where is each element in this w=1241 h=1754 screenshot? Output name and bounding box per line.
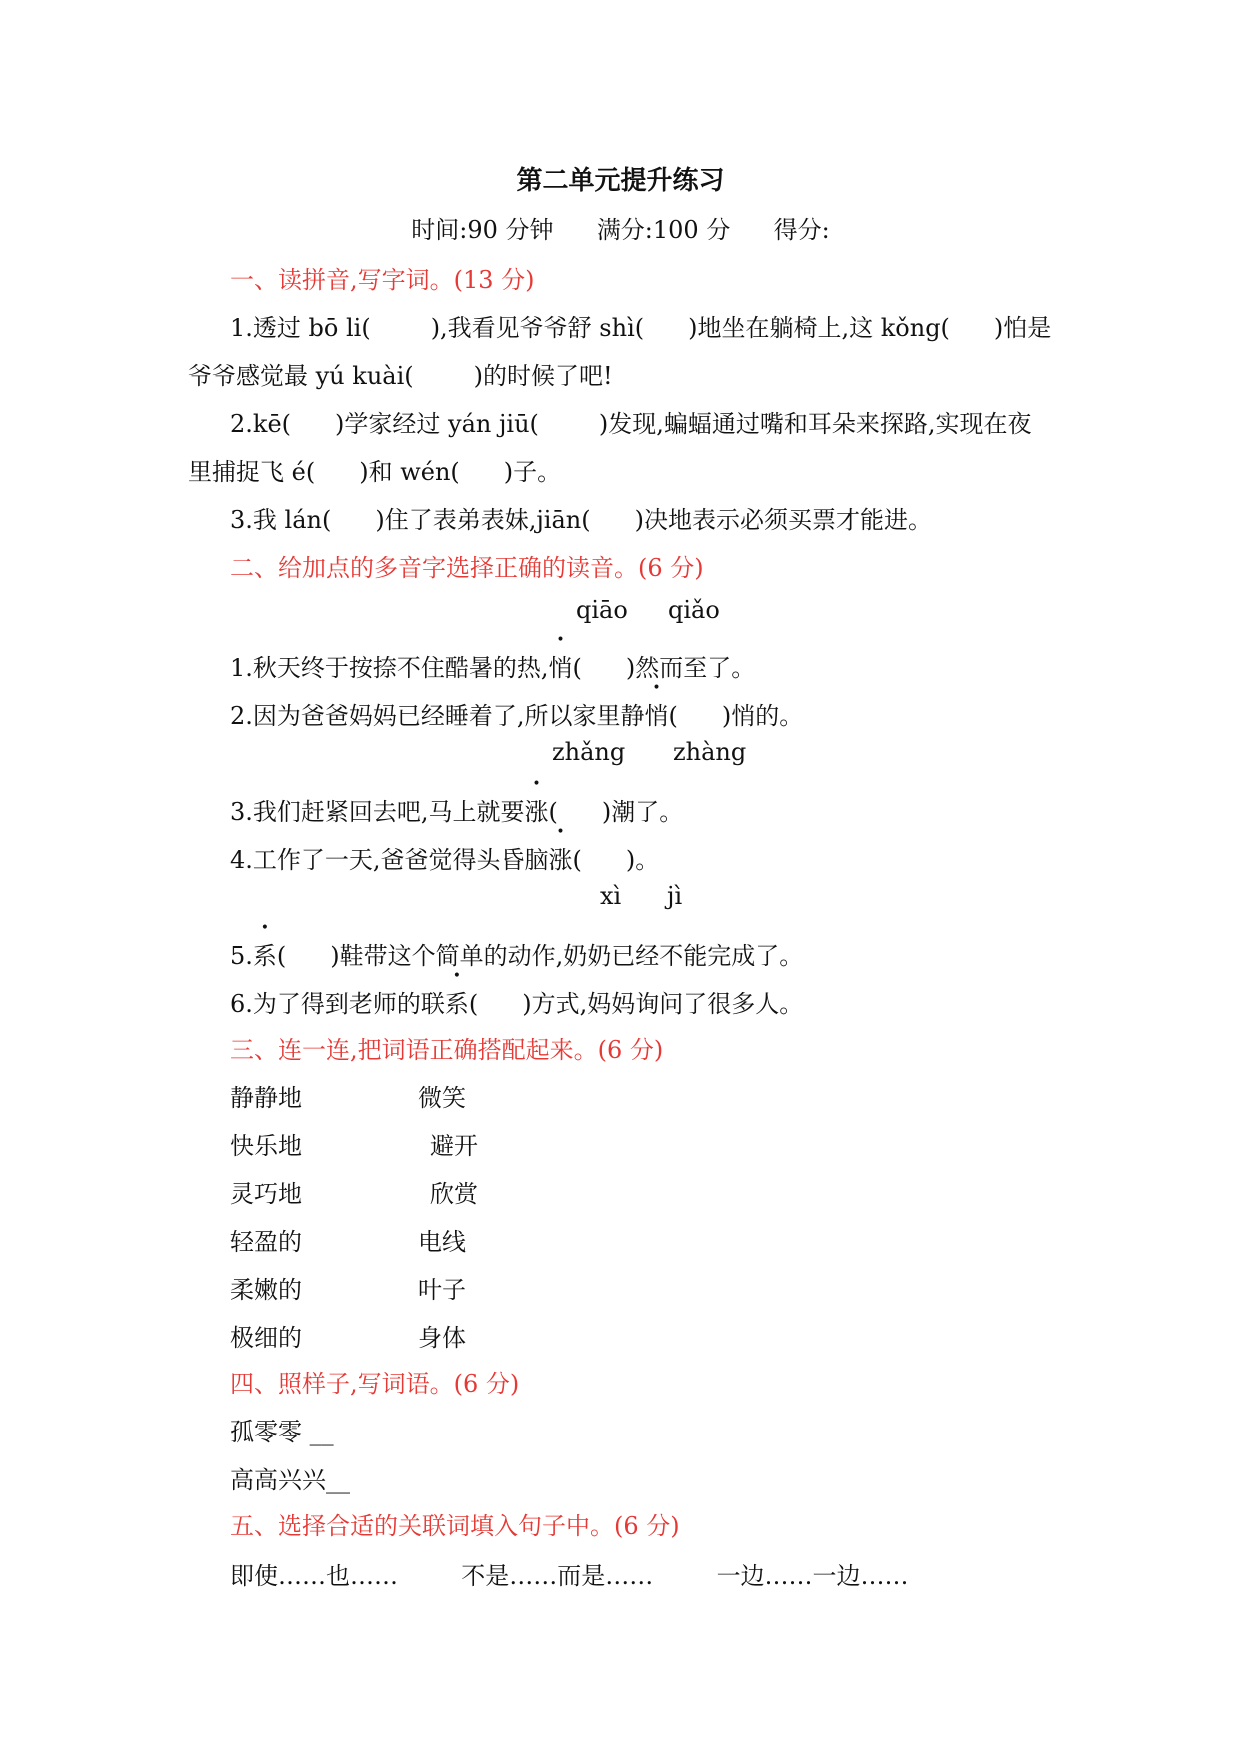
q2-text: 6.为了得到老师的联 <box>230 990 445 1018</box>
match-right-item[interactable]: 身体 <box>418 1324 466 1352</box>
q1-text: )学家经过 yán jiū( <box>335 410 539 438</box>
q1-text: )发现,蝙蝠通过嘴和耳朵来探路,实现在夜 <box>598 410 1032 438</box>
pinyin-option: qiāo <box>576 596 628 624</box>
q2-text: ( <box>668 702 678 730</box>
dotted-char: 悄 <box>548 654 573 682</box>
q5-options <box>230 1556 1070 1591</box>
match-left-item[interactable]: 柔嫩的 <box>230 1276 302 1304</box>
pinyin-option: zhǎng <box>552 738 626 766</box>
q2-line-6 <box>230 984 1070 1019</box>
conjunction-option[interactable]: 即使……也…… <box>230 1562 398 1590</box>
q1-line-4 <box>188 452 1068 487</box>
q2-line-3 <box>230 792 1070 827</box>
match-left-item[interactable]: 静静地 <box>230 1084 302 1112</box>
q2-line-2 <box>230 696 1070 731</box>
time-text: 时间:90 分钟 <box>411 216 554 244</box>
q2-text: )方式,妈妈询问了很多人。 <box>522 990 804 1018</box>
q1-text: )的时候了吧! <box>473 362 613 390</box>
match-right-item[interactable]: 微笑 <box>418 1084 466 1112</box>
q1-line-1 <box>230 308 1070 343</box>
q1-text: 里捕捉飞 é( <box>188 458 316 486</box>
pinyin-option: jì <box>667 882 683 910</box>
q2-text: 4.工作了一天,爸爸觉得头昏脑 <box>230 846 549 874</box>
q1-text: )地坐在躺椅上,这 kǒng( <box>688 314 950 342</box>
q1-text: )住了表弟表妹,jiān( <box>375 506 591 534</box>
match-right-item[interactable]: 欣赏 <box>430 1180 478 1208</box>
q4-example-1[interactable]: 孤零零 __ <box>230 1418 334 1446</box>
q1-text: ),我看见爷爷舒 shì( <box>430 314 645 342</box>
q1-text: )和 wén( <box>359 458 460 486</box>
match-left-item[interactable]: 快乐地 <box>230 1132 302 1160</box>
full-score-text: 满分:100 分 <box>596 216 731 244</box>
q1-text: 1.透过 bō li( <box>230 314 371 342</box>
dotted-char: 悄 <box>644 702 669 730</box>
q2-text: )潮了。 <box>601 798 684 826</box>
q2-text: )然而至了。 <box>625 654 756 682</box>
q1-text: )怕是 <box>993 314 1052 342</box>
pinyin-option: zhàng <box>673 738 747 766</box>
conjunction-option[interactable]: 不是……而是…… <box>461 1562 654 1590</box>
pinyin-option: xì <box>600 882 622 910</box>
match-right-item[interactable]: 电线 <box>418 1228 466 1256</box>
q1-text: )决地表示必须买票才能进。 <box>634 506 932 534</box>
q1-line-2 <box>188 356 1068 391</box>
q2-text: ( <box>276 942 287 970</box>
dotted-char: 系 <box>444 990 469 1018</box>
q2-text: 5. <box>230 942 253 970</box>
q2-line-5 <box>230 936 1070 971</box>
q2-text: 2.因为爸爸妈妈已经睡着了,所以家里静 <box>230 702 645 730</box>
section-4-heading: 四、照样子,写词语。(6 分) <box>230 1370 520 1398</box>
section-1-heading: 一、读拼音,写字词。(13 分) <box>230 266 535 294</box>
q2-text: ( <box>572 654 582 682</box>
q1-text: 2.kē( <box>230 410 292 438</box>
dotted-char: 涨 <box>524 798 549 826</box>
q2-line-1 <box>230 648 1070 683</box>
score-label: 得分: <box>773 216 830 244</box>
q1-text: 爷爷感觉最 yú kuài( <box>188 362 414 390</box>
q1-text: 3.我 lán( <box>230 506 332 534</box>
match-left-item[interactable]: 极细的 <box>230 1324 302 1352</box>
match-left-item[interactable]: 灵巧地 <box>230 1180 302 1208</box>
q1-line-5 <box>230 500 1070 535</box>
q1-text: )子。 <box>503 458 562 486</box>
page-title: 第二单元提升练习 <box>516 166 725 196</box>
dotted-char: 系 <box>252 942 277 970</box>
q2-line-4 <box>230 840 1070 875</box>
q2-text: ( <box>548 798 558 826</box>
q2-text: )悄的。 <box>721 702 804 730</box>
dotted-char: 涨 <box>548 846 573 874</box>
section-3-heading: 三、连一连,把词语正确搭配起来。(6 分) <box>230 1036 664 1064</box>
match-right-item[interactable]: 避开 <box>430 1132 478 1160</box>
q2-text: )鞋带这个简单的动作,奶奶已经不能完成了。 <box>330 942 804 970</box>
conjunction-option[interactable]: 一边……一边…… <box>716 1562 909 1590</box>
match-right-item[interactable]: 叶子 <box>418 1276 466 1304</box>
pinyin-option: qiǎo <box>668 596 720 624</box>
section-5-heading: 五、选择合适的关联词填入句子中。(6 分) <box>230 1512 680 1540</box>
exam-meta <box>0 210 1241 245</box>
q2-text: 3.我们赶紧回去吧,马上就要 <box>230 798 525 826</box>
section-2-heading: 二、给加点的多音字选择正确的读音。(6 分) <box>230 554 704 582</box>
q2-text: )。 <box>625 846 660 874</box>
q2-text: ( <box>572 846 582 874</box>
match-left-item[interactable]: 轻盈的 <box>230 1228 302 1256</box>
q4-example-2[interactable]: 高高兴兴__ <box>230 1466 350 1494</box>
q1-line-3 <box>230 404 1070 439</box>
q2-text: ( <box>468 990 479 1018</box>
q2-text: 1.秋天终于按捺不住酷暑的热, <box>230 654 549 682</box>
